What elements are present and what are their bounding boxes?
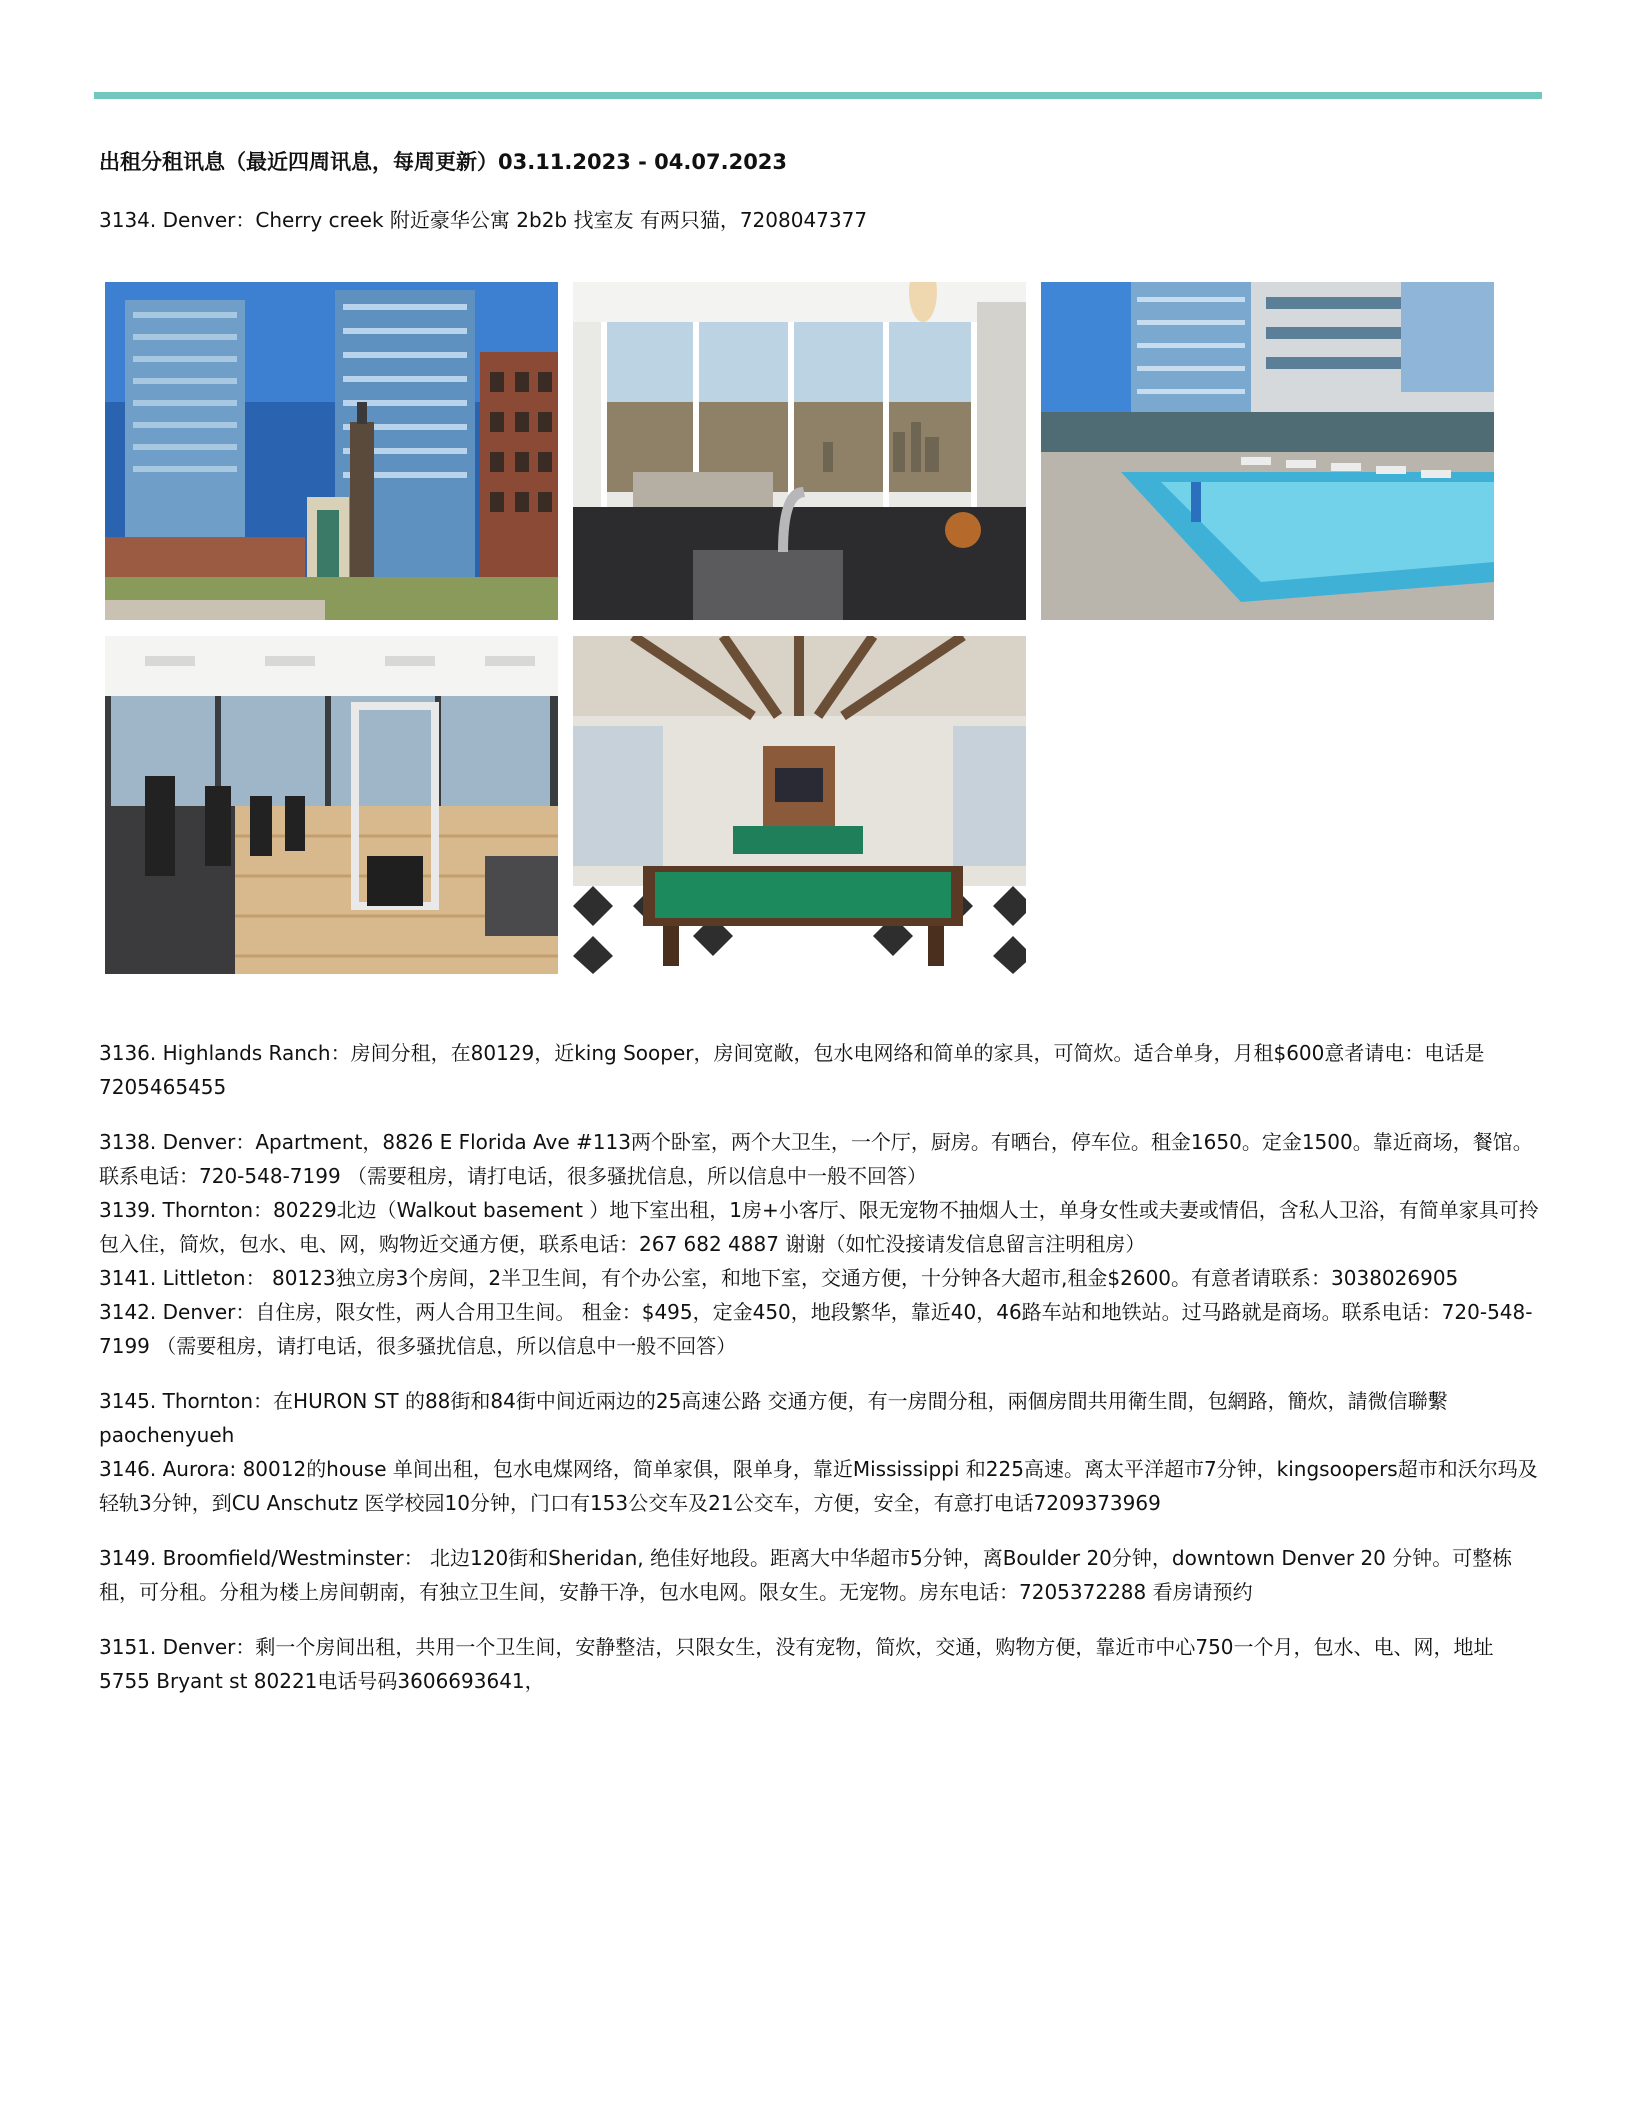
listing-3145: 3145. Thornton：在HURON ST 的88街和84街中间近兩边的25高速公路 交通方便，有一房間分租，兩個房間共用衛生間，包網路，簡炊，請微信聯繫paochenyueh <box>99 1389 1448 1447</box>
listing-3139: 3139. Thornton：80229北边（Walkout basement ）地下室出租，1房+小客厅、限无宠物不抽烟人士，单身女性或夫妻或情侣，含私人卫浴，有简单家具可拎包入住，简炊，包水、电、网，购物近交通方便，联系电话：267 682 4887 谢谢（如忙没接请发信息留言注明租房） <box>99 1198 1539 1256</box>
listing-3141: 3141. Littleton： 80123独立房3个房间，2半卫生间，有个办公室，和地下室，交通方便，十分钟各大超市,租金$2600。有意者请联系：3038026905 <box>99 1266 1459 1290</box>
fitness-center-photo <box>105 636 558 974</box>
building-exterior-photo <box>105 282 558 620</box>
living-room-view-photo <box>573 282 1026 620</box>
listing-3142: 3142. Denver：自住房，限女性，两人合用卫生间。 租金：$495，定金450，地段繁华，靠近40，46路车站和地铁站。过马路就是商场。联系电话：720-548-7199 （需要租房，请打电话，很多骚扰信息，所以信息中一般不回答） <box>99 1300 1533 1358</box>
listing-3136: 3136. Highlands Ranch：房间分租，在80129，近king Sooper，房间宽敞，包水电网络和简单的家具，可简炊。适合单身，月租$600意者请电：电话是7205465455 <box>99 1041 1485 1099</box>
listing-3138: 3138. Denver：Apartment，8826 E Florida Ave #113两个卧室，两个大卫生，一个厅，厨房。有晒台，停车位。租金1650。定金1500。靠近商场，餐馆。联系电话：720-548-7199 （需要租房，请打电话，很多骚扰信息，所以信息中一般不回答） <box>99 1130 1533 1188</box>
listing-3134: 3134. Denver：Cherry creek 附近豪华公寓 2b2b 找室友 有两只猫，7208047377 <box>99 208 868 232</box>
listing-3151: 3151. Denver：剩一个房间出租，共用一个卫生间，安静整洁，只限女生，没有宠物，简炊，交通，购物方便，靠近市中心750一个月，包水、电、网，地址5755 Bryant st 80221电话号码3606693641， <box>99 1635 1494 1693</box>
billiards-lounge-photo <box>573 636 1026 974</box>
page-title: 出租分租讯息（最近四周讯息，每周更新）03.11.2023 - 04.07.2023 <box>99 150 788 174</box>
header-accent-rule <box>94 92 1542 99</box>
listings-list <box>99 1036 1539 1698</box>
listing-3149: 3149. Broomfield/Westminster： 北边120街和Sheridan, 绝佳好地段。距离大中华超市5分钟，离Boulder 20分钟，downtown Denver 20 分钟。可整栋租，可分租。分租为楼上房间朝南，有独立卫生间，安静干净，包水电网。限女生。无宠物。房东电话：7205372288 看房请预约 <box>99 1546 1513 1604</box>
rooftop-pool-photo <box>1041 282 1494 620</box>
listing-3146: 3146. Aurora: 80012的house 单间出租，包水电煤网络，简单家俱，限单身，靠近Mississippi 和225高速。离太平洋超市7分钟，kingsoopers超市和沃尔玛及轻轨3分钟，到CU Anschutz 医学校园10分钟，门口有153公交车及21公交车，方便，安全，有意打电话7209373969 <box>99 1457 1538 1515</box>
